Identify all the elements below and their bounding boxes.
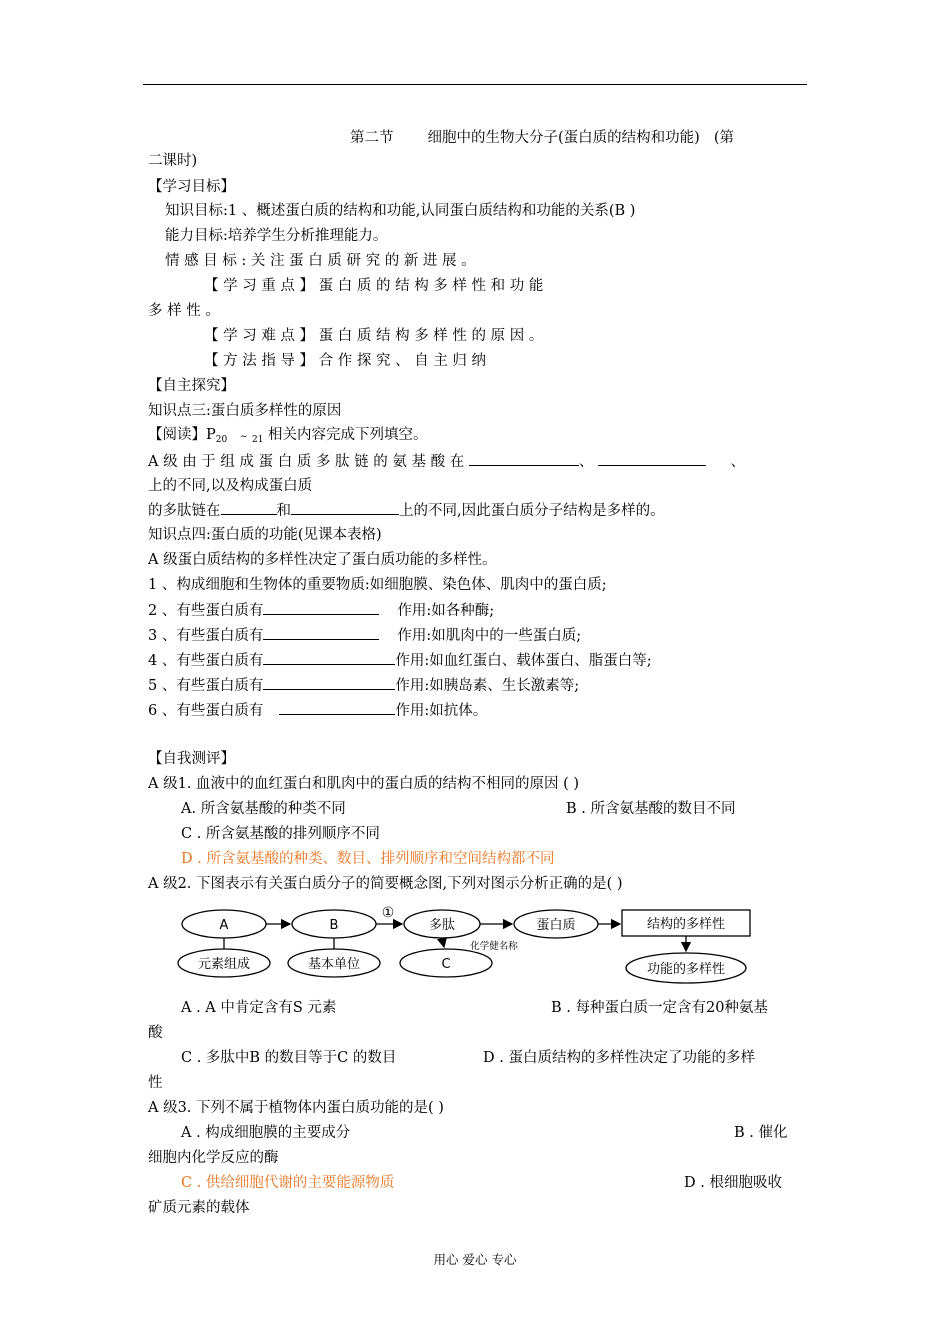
title-continuation: (第 — [713, 130, 734, 146]
q1-option-c: C . 所含氨基酸的排列顺序不同 — [181, 826, 380, 842]
title-line-1 — [350, 128, 734, 148]
function-3: 3 、有些蛋白质有 作用:如肌肉中的一些蛋白质; — [148, 625, 581, 646]
a-level-fill-line-1: A 级 由 于 组 成 蛋 白 质 多 肽 链 的 氨 基 酸 在 、 、 — [148, 451, 745, 472]
circled-one-label: ① — [381, 905, 395, 921]
q2-option-c: C . 多肽中B 的数目等于C 的数目 — [181, 1050, 397, 1066]
function-2: 2 、有些蛋白质有 作用:如各种酶; — [148, 600, 494, 621]
fill-blank[interactable] — [263, 675, 395, 690]
difficulty-point: 【 学 习 难 点 】 蛋 白 质 结 构 多 样 性 的 原 因 。 — [204, 328, 544, 344]
q1-option-b: B . 所含氨基酸的数目不同 — [566, 801, 736, 817]
a-level-fill-line-3: 的多肽链在 和 上的不同,因此蛋白质分子结构是多样的。 — [148, 500, 665, 521]
key-point-continued: 多 样 性 。 — [148, 303, 220, 319]
page-footer: 用心 爱心 专心 — [433, 1252, 517, 1267]
q3-option-b-continued: 细胞内化学反应的酶 — [148, 1150, 279, 1166]
node-structure-label: 结构的多样性 — [646, 917, 726, 932]
knowledge-point-3: 知识点三:蛋白质多样性的原因 — [148, 403, 342, 419]
q2-option-d: D . 蛋白质结构的多样性决定了功能的多样 — [483, 1050, 755, 1066]
fill-blank[interactable] — [263, 600, 379, 615]
fill-blank[interactable] — [291, 500, 399, 515]
section-number: 第二节 — [350, 130, 394, 146]
fill-blank[interactable] — [469, 451, 579, 466]
function-4: 4 、有些蛋白质有 作用:如血红蛋白、载体蛋白、脂蛋白等; — [148, 650, 652, 671]
key-point: 【 学 习 重 点 】 蛋 白 质 的 结 构 多 样 性 和 功 能 — [204, 278, 544, 294]
node-b-label: B — [329, 918, 339, 933]
q3-option-d-continued: 矿质元素的载体 — [148, 1200, 250, 1216]
fill-blank[interactable] — [263, 625, 379, 640]
q3-option-a: A . 构成细胞膜的主要成分 — [181, 1125, 351, 1141]
explore-header: 【自主探究】 — [148, 378, 235, 394]
test-header: 【自我测评】 — [148, 751, 235, 767]
knowledge-point-4: 知识点四:蛋白质的功能(见课本表格) — [148, 527, 382, 543]
title-line-2: 二课时) — [148, 153, 198, 169]
question-3: A 级3. 下列不属于植物体内蛋白质功能的是( ) — [148, 1100, 444, 1116]
ability-objective: 能力目标:培养学生分析推理能力。 — [165, 228, 388, 244]
q2-option-b-continued: 酸 — [148, 1025, 163, 1041]
objectives-header: 【学习目标】 — [148, 179, 235, 195]
function-6: 6 、有些蛋白质有 作用:如抗体。 — [148, 700, 487, 721]
reading-instruction: 【阅读】$P_{20}$ ~ $_{21}$ 相关内容完成下列填空。 — [148, 427, 428, 445]
q2-option-a: A . A 中肯定含有S 元素 — [181, 1000, 337, 1016]
question-1: A 级1. 血液中的血红蛋白和肌肉中的蛋白质的结构不相同的原因 ( ) — [148, 776, 580, 792]
node-peptide-label: 多肽 — [428, 918, 456, 933]
q3-option-b: B . 催化 — [734, 1125, 788, 1141]
emotion-objective: 情 感 目 标 : 关 注 蛋 白 质 研 究 的 新 进 展 。 — [165, 253, 476, 269]
a-level-statement: A 级蛋白质结构的多样性决定了蛋白质功能的多样性。 — [148, 552, 497, 568]
bond-name-label: 化学健名称 — [470, 941, 518, 952]
a-level-fill-line-2: 上的不同,以及构成蛋白质 — [148, 478, 313, 494]
method-guide: 【 方 法 指 导 】 合 作 探 究 、 自 主 归 纳 — [204, 353, 487, 369]
protein-concept-diagram — [176, 900, 776, 992]
function-1: 1 、构成细胞和生物体的重要物质:如细胞膜、染色体、肌肉中的蛋白质; — [148, 577, 607, 593]
knowledge-objective: 知识目标:1 、概述蛋白质的结构和功能,认同蛋白质结构和功能的关系(B ) — [165, 203, 636, 219]
function-5: 5 、有些蛋白质有 作用:如胰岛素、生长激素等; — [148, 675, 579, 696]
fill-blank[interactable] — [221, 500, 277, 515]
node-function-label: 功能的多样性 — [646, 962, 726, 977]
question-2: A 级2. 下图表示有关蛋白质分子的简要概念图,下列对图示分析正确的是( ) — [148, 876, 623, 892]
fill-blank[interactable] — [598, 451, 706, 466]
q3-option-c-answer: C . 供给细胞代谢的主要能源物质 — [181, 1175, 395, 1191]
node-basic-unit-label: 基本单位 — [307, 957, 361, 972]
q3-option-d: D . 根细胞吸收 — [684, 1175, 782, 1191]
node-protein-label: 蛋白质 — [536, 918, 576, 933]
fill-blank[interactable] — [263, 650, 395, 665]
q1-option-d-answer: D . 所含氨基酸的种类、数目、排列顺序和空间结构都不同 — [181, 851, 555, 867]
q1-option-a: A. 所含氨基酸的种类不同 — [181, 801, 346, 817]
node-elements-label: 元素组成 — [197, 957, 251, 972]
arrow-peptide-c — [442, 938, 444, 947]
node-c-label: C — [441, 957, 451, 972]
fill-blank[interactable] — [279, 700, 395, 715]
node-a-label: A — [219, 918, 229, 933]
q2-option-b: B . 每种蛋白质一定含有20种氨基 — [551, 1000, 768, 1016]
header-rule — [143, 84, 807, 85]
section-title: 细胞中的生物大分子(蛋白质的结构和功能) — [427, 130, 700, 146]
q2-option-d-continued: 性 — [148, 1075, 163, 1091]
